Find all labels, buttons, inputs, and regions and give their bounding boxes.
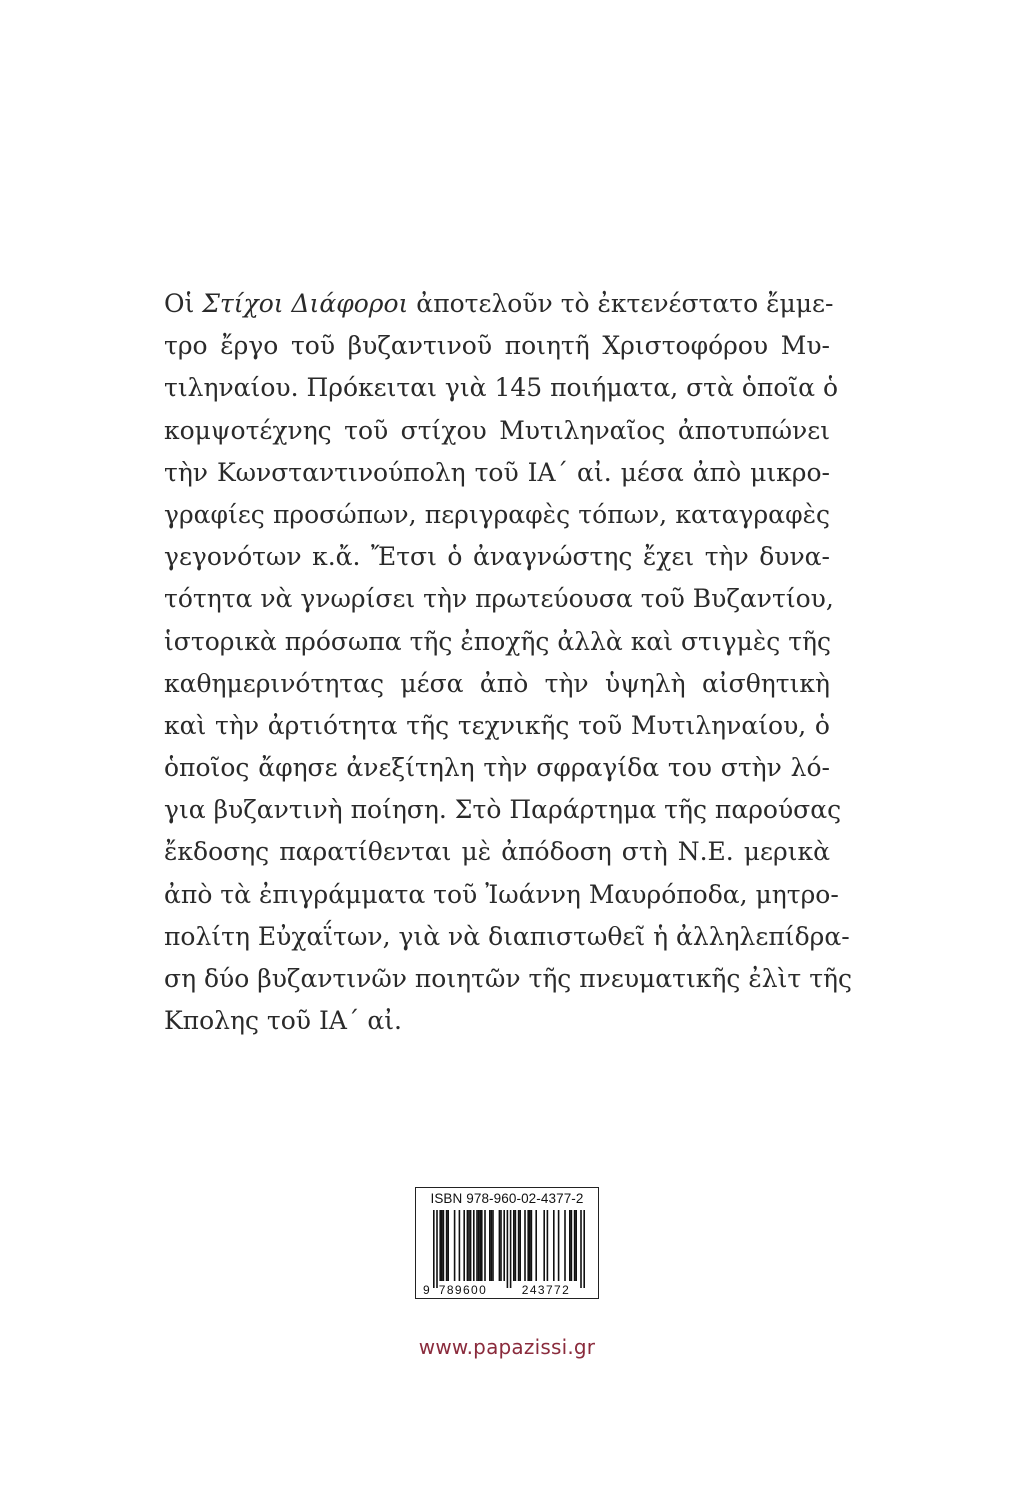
barcode <box>422 1210 594 1296</box>
blurb-line: ἀπὸ τὰ ἐπιγράμματα τοῦ Ἰωάννη Μαυρόποδα, μητρο- <box>164 879 839 909</box>
isbn-label: ISBN 978-960-02-4377-2 <box>430 1191 584 1206</box>
blurb-line: Οἱ Στίχοι Διάφοροι ἀποτελοῦν τὸ ἐκτενέστατο ἔμμε- <box>164 289 834 318</box>
barcode-bar <box>547 1210 549 1281</box>
barcode-bar <box>463 1210 465 1281</box>
barcode-bar <box>524 1210 526 1281</box>
barcode-bar <box>500 1210 502 1281</box>
blurb-line: τρο ἔργο τοῦ βυζαντινοῦ ποιητῆ Χριστοφόρου Μυ- <box>164 331 830 361</box>
barcode-digits-left: 789600 <box>438 1283 488 1296</box>
barcode-bar <box>531 1210 533 1281</box>
blurb-line: τότητα νὰ γνωρίσει τὴν πρωτεύουσα τοῦ Βυζαντίου, <box>164 584 834 614</box>
barcode-bar <box>468 1210 470 1281</box>
barcode-bar <box>513 1210 515 1281</box>
blurb-line: ἔκδοσης παρατίθενται μὲ ἀπόδοση στὴ Ν.Ε. μερικὰ <box>164 837 830 867</box>
book-title-italic: Στίχοι Διάφοροι <box>202 289 409 318</box>
blurb-line: ση δύο βυζαντινῶν ποιητῶν τῆς πνευματικῆς ἐλὶτ τῆς <box>164 964 853 993</box>
barcode-bar <box>454 1210 456 1281</box>
barcode-bar <box>527 1210 529 1281</box>
barcode-bar <box>571 1210 573 1281</box>
barcode-bar <box>529 1210 531 1281</box>
blurb-line: ἱστορικὰ πρόσωπα τῆς ἐποχῆς ἀλλὰ καὶ στιγμὲς τῆς <box>164 626 832 656</box>
blurb-line: τὴν Κωνσταντινούπολη τοῦ ΙΑ΄ αἰ. μέσα ἀπὸ μικρο- <box>164 457 830 487</box>
barcode-bar <box>553 1210 555 1281</box>
barcode-bar <box>447 1210 449 1281</box>
blurb-line: καὶ τὴν ἀρτιότητα τῆς τεχνικῆς τοῦ Μυτιληναίου, ὁ <box>164 710 830 740</box>
barcode-bar <box>476 1210 478 1281</box>
barcode-bar <box>503 1210 505 1281</box>
blurb-line: για βυζαντινὴ ποίηση. Στὸ Παράρτημα τῆς παρούσας <box>164 795 842 825</box>
blurb-line: γραφίες προσώπων, περιγραφὲς τόπων, καταγραφὲς <box>164 499 830 529</box>
isbn-barcode-box <box>415 1187 599 1299</box>
barcode-bar <box>574 1210 576 1281</box>
barcode-bar <box>443 1210 445 1281</box>
barcode-bar <box>459 1210 461 1281</box>
barcode-digit-lead: 9 <box>423 1283 430 1296</box>
barcode-bar <box>446 1210 448 1281</box>
barcode-bar <box>499 1210 501 1281</box>
blurb-line: τιληναίου. Πρόκειται γιὰ 145 ποιήματα, στὰ ὁποῖα ὁ <box>164 373 839 403</box>
blurb-line: κομψοτέχνης τοῦ στίχου Μυτιληναῖος ἀποτυπώνει <box>164 415 830 445</box>
barcode-bar <box>564 1210 566 1281</box>
barcode-bar <box>470 1210 472 1281</box>
barcode-bar <box>575 1210 577 1281</box>
barcode-bar <box>441 1210 443 1281</box>
barcode-bar <box>473 1210 475 1281</box>
blurb-line: ὁποῖος ἄφησε ἀνεξίτηλη τὴν σφραγίδα του στὴν λό- <box>164 753 830 783</box>
barcode-bar <box>491 1210 493 1281</box>
barcode-bar <box>510 1210 512 1288</box>
back-cover-blurb <box>164 283 853 1042</box>
barcode-bar <box>558 1210 560 1281</box>
barcode-digits-right: 243772 <box>521 1283 571 1296</box>
barcode-bar <box>481 1210 483 1281</box>
barcode-bar <box>580 1210 582 1288</box>
barcode-bar <box>515 1210 517 1281</box>
publisher-url[interactable]: www.papazissi.gr <box>418 1335 596 1359</box>
barcode-bar <box>484 1210 486 1281</box>
barcode-bar <box>583 1210 585 1288</box>
blurb-line: πολίτη Εὐχαΐτων, γιὰ νὰ διαπιστωθεῖ ἡ ἀλληλεπίδρα- <box>164 921 850 951</box>
blurb-line: Κπολης τοῦ ΙΑ΄ αἰ. <box>164 1006 402 1036</box>
blurb-line: γεγονότων κ.ἄ. Ἔτσι ὁ ἀναγνώστης ἔχει τὴν δυνα- <box>164 542 830 572</box>
barcode-bar <box>519 1210 521 1281</box>
barcode-bar <box>433 1210 435 1288</box>
barcode-bar <box>478 1210 480 1281</box>
barcode-bar <box>467 1210 469 1281</box>
barcode-bar <box>507 1210 509 1288</box>
barcode-bar <box>436 1210 438 1288</box>
blurb-line: καθημερινότητας μέσα ἀπὸ τὴν ὑψηλὴ αἰσθητικὴ <box>164 668 830 698</box>
barcode-bar <box>535 1210 537 1281</box>
barcode-bar <box>489 1210 491 1281</box>
barcode-bar <box>569 1210 571 1281</box>
barcode-bar <box>543 1210 545 1281</box>
barcode-bar <box>439 1210 441 1281</box>
barcode-bar <box>492 1210 494 1281</box>
barcode-bar <box>518 1210 520 1281</box>
barcode-bar <box>479 1210 481 1281</box>
